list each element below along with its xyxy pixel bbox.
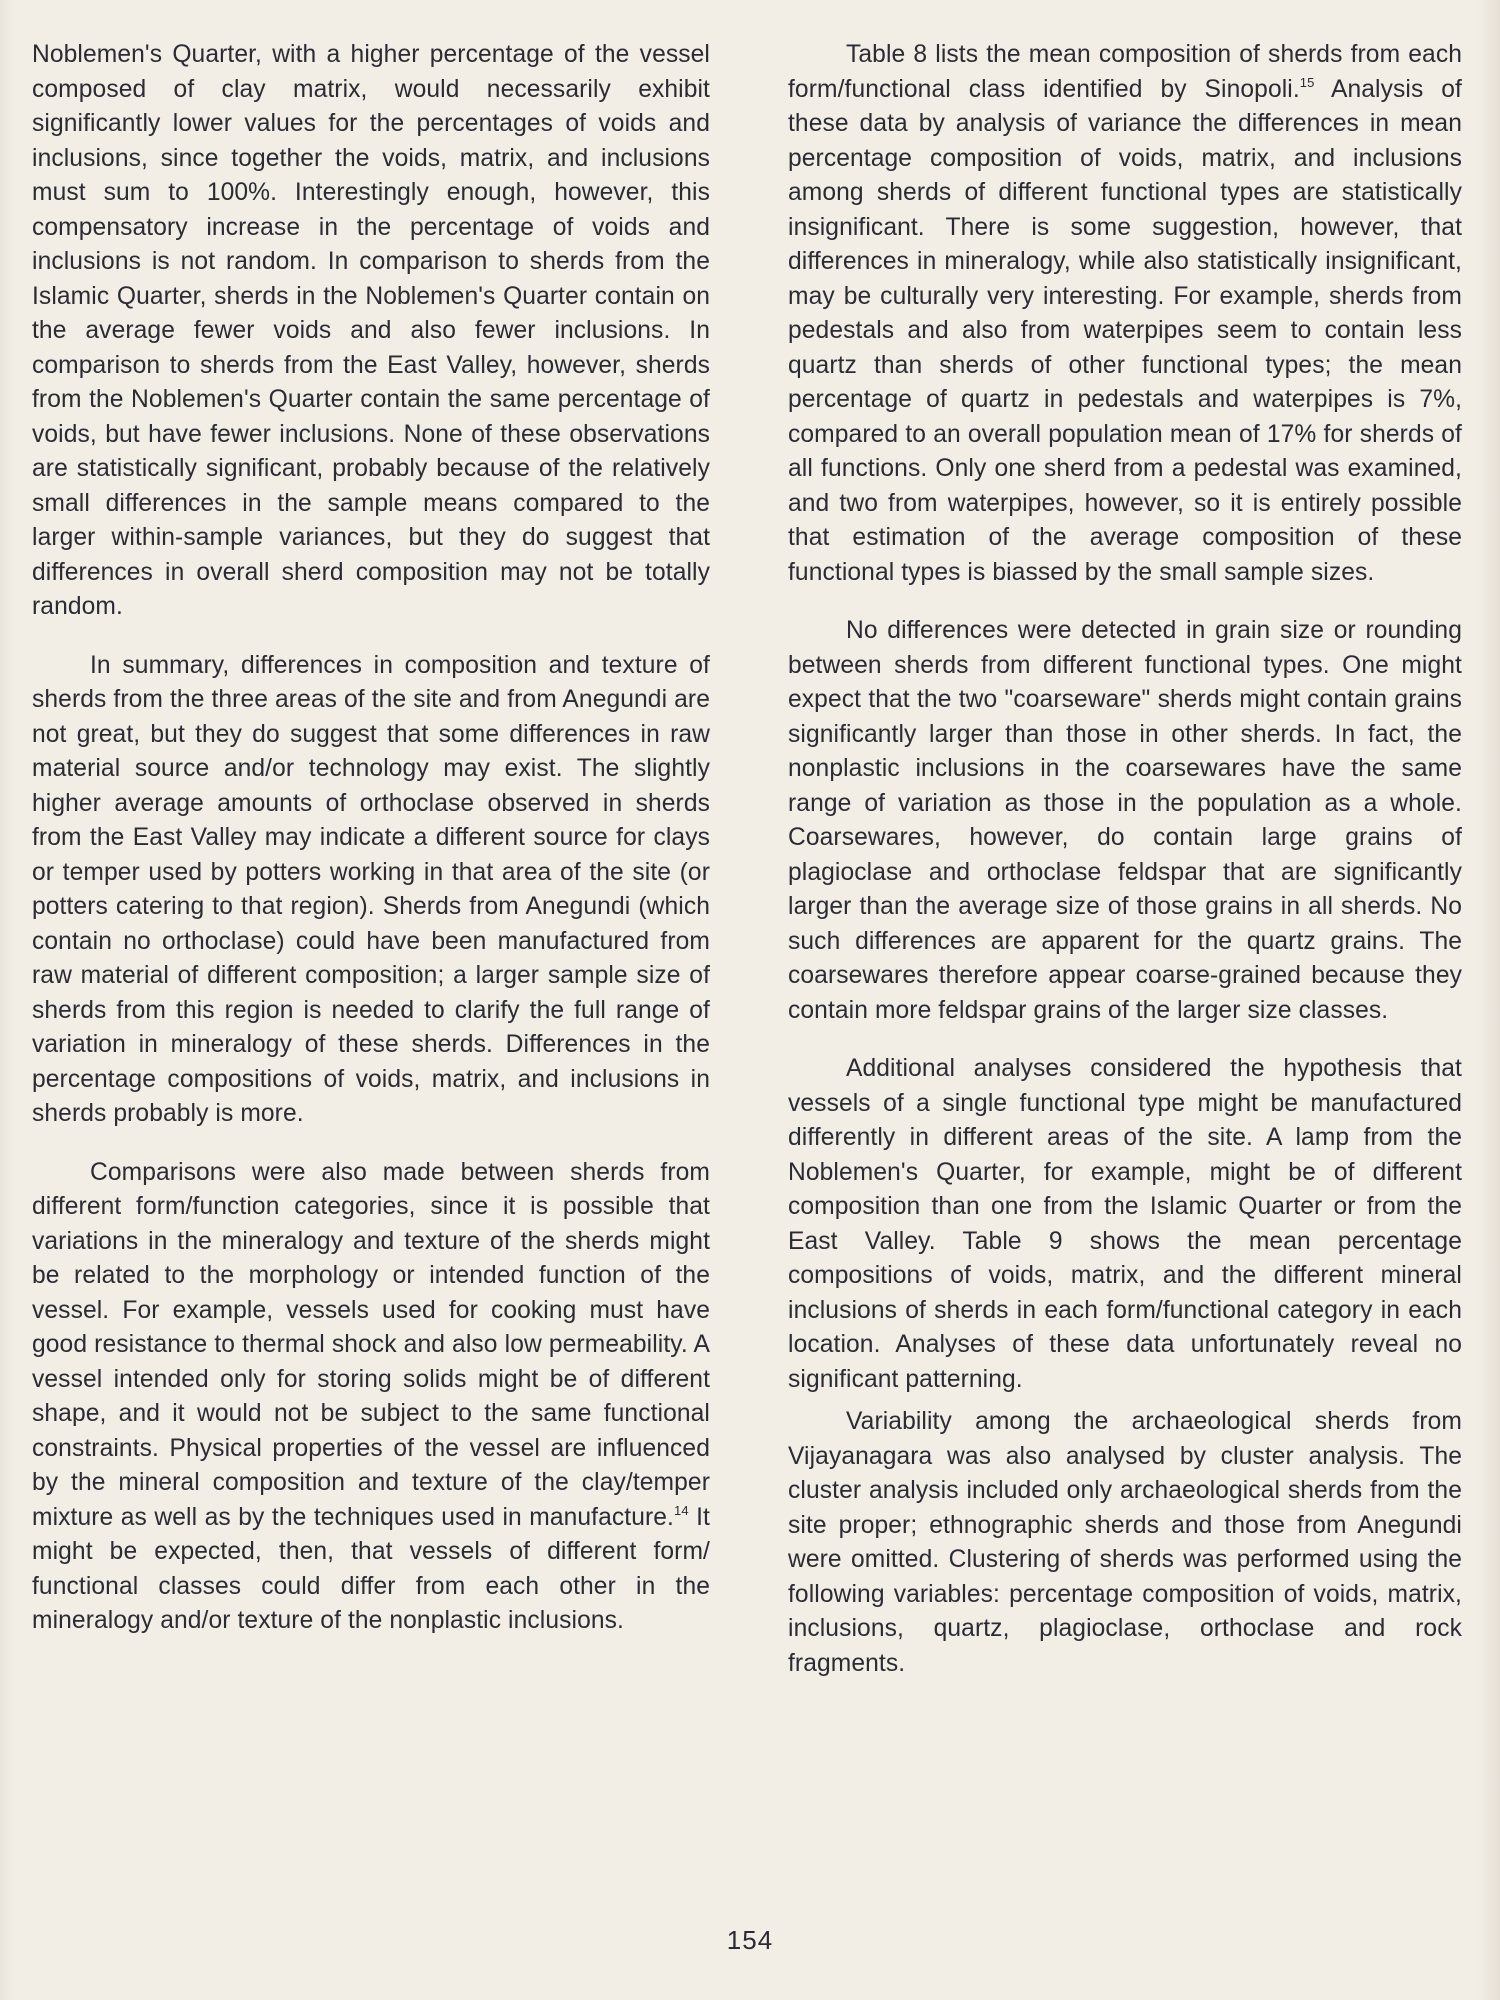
- page-number: 154: [726, 1925, 774, 1955]
- paragraph-form-function-comparisons: [32, 1156, 710, 1639]
- paragraph-cluster-analysis: Variability among the archaeological sherds from Vijayanagara was also analysed by cluster analysis. The cluster analysis included only archaeological sherds from the site proper; ethnographic sherds and those from Anegundi were omitted. Clustering of sherds was performed using the following variables: percentage composition of voids, matrix, inclusions, quartz, plagioclase, orthoclase and rock fragments.: [788, 1408, 1462, 1677]
- paragraph-summary: In summary, differences in composition and texture of sherds from the three areas of the site and from Anegundi are not great, but they do suggest that some differences in raw material source and/or technology may exist. The slightly higher average amounts of orthoclase observed in sherds from the East Valley may indicate a different source for clays or temper used by potters working in that area of the site (or potters catering to that region). Sherds from Anegundi (which contain no orthoclase) could have been manufactured from raw material of different composition; a larger sample size of sherds from this region is needed to clarify the full range of variation in mineralogy of these sherds. Differences in the percentage compositions of voids, matrix, and inclusions in sherds probably is more.: [32, 651, 710, 1127]
- paragraph-text-part: Comparisons were also made between sherds from different form/function categories, since it is possible that variations in the mineralogy and texture of the sherds might be related to the morphology or intended function of the vessel. For example, vessels used for cooking must have good resistance to thermal shock and also low permeability. A vessel intended only for storing solids might be of different shape, and it would not be subject to the same functional constraints. Physical properties of the vessel are influenced by the mineral composition and texture of the clay/temper mixture as well as by the techniques used in manufacture.: [32, 1158, 710, 1531]
- paragraph-text-part: Analysis of these data by analysis of variance the differences in mean percentage composition of voids, matrix, and inclusions among sherds of different functional types are statistically insignificant. There is some suggestion, however, that differences in mineralogy, while also statistically insignificant, may be culturally very interesting. For example, sherds from pedestals and also from waterpipes seem to contain less quartz than sherds of other functional types; the mean percentage of quartz in pedestals and waterpipes is 7%, compared to an overall population mean of 17% for sherds of all functions. Only one sherd from a pedestal was examined, and two from waterpipes, however, so it is entirely possible that estimation of the average composition of these functional types is biassed by the small sample sizes.: [788, 75, 1462, 586]
- footnote-reference-15: 15: [1299, 74, 1315, 90]
- paragraph-text-part: It might be expected, then, that vessels of different form/ functional classes could differ from each other in the mineralogy and/or texture of the nonplastic inclusions.: [32, 1503, 710, 1634]
- paragraph-table-8: [788, 38, 1462, 590]
- paragraph-text-part: Table 8 lists the mean composition of sherds from each form/functional class identified by Sinopoli.: [788, 41, 1462, 103]
- paragraph-grain-size: No differences were detected in grain size or rounding between sherds from different functional types. One might expect that the two "coarseware" sherds might contain grains significantly larger than those in other sherds. In fact, the nonplastic inclusions in the coarsewares have the same range of variation as those in the population as a whole. Coarsewares, however, do contain large grains of plagioclase and orthoclase feldspar that are significantly larger than the average size of those grains in all sherds. No such differences are apparent for the quartz grains. The coarsewares therefore appear coarse-grained because they contain more feldspar grains of the larger size classes.: [788, 617, 1462, 1024]
- left-text-column: [32, 38, 710, 1639]
- paragraph-noblemens-quarter: Noblemen's Quarter, with a higher percentage of the vessel composed of clay matrix, would necessarily exhibit significantly lower values for the percentages of voids and inclusions, since together the voids, matrix, and inclusions must sum to 100%. Interestingly enough, however, this compensatory increase in the percentage of voids and inclusions is not random. In comparison to sherds from the Islamic Quarter, sherds in the Noblemen's Quarter contain on the average fewer voids and also fewer inclusions. In comparison to sherds from the East Valley, however, sherds from the Noblemen's Quarter contain the same percentage of voids, but have fewer inclusions. None of these observations are statistically significant, probably because of the relatively small differences in the sample means compared to the larger within-sample variances, but they do suggest that differences in overall sherd composition may not be totally random.: [32, 41, 710, 620]
- paragraph-additional-analyses: Additional analyses considered the hypothesis that vessels of a single functional type might be manufactured differently in different areas of the site. A lamp from the Noblemen's Quarter, for example, might be of different composition than one from the Islamic Quarter or from the East Valley. Table 9 shows the mean percentage compositions of voids, matrix, and the different mineral inclusions of sherds in each form/functional category in each location. Analyses of these data unfortunately reveal no significant patterning.: [788, 1055, 1462, 1393]
- right-text-column: [788, 38, 1462, 1681]
- footnote-reference-14: 14: [673, 1502, 689, 1518]
